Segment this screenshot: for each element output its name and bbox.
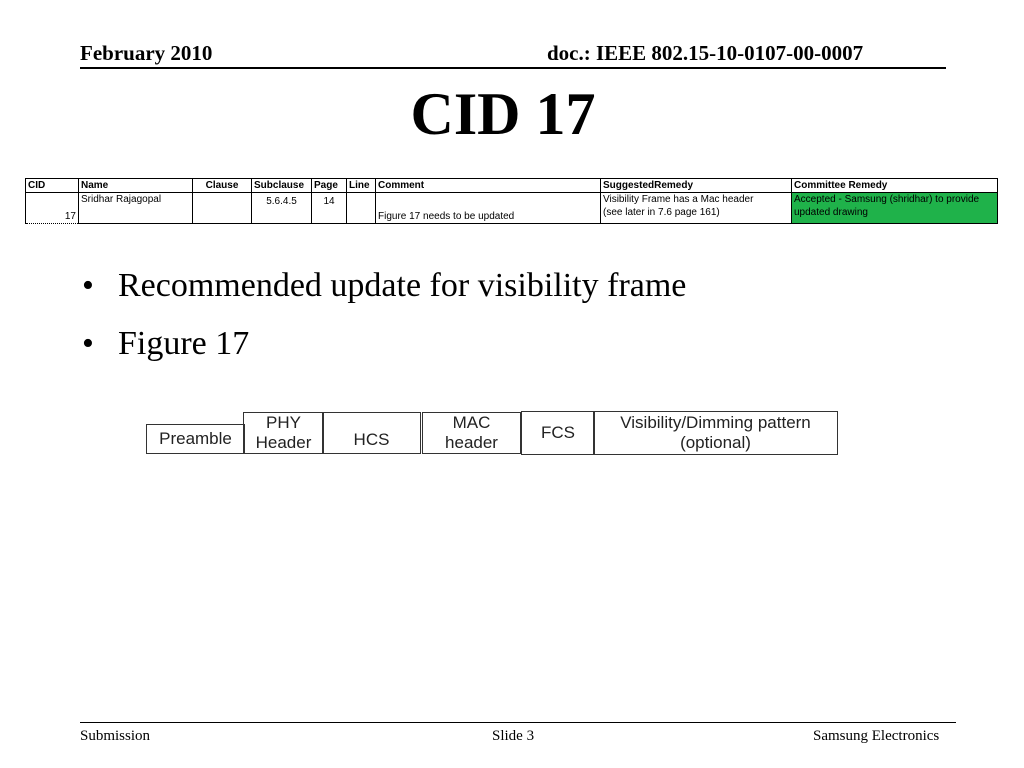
table-header-row [26, 179, 998, 193]
frame-format-diagram [146, 410, 838, 456]
col-header-clause: Clause [193, 179, 252, 193]
bullet-item [82, 266, 686, 306]
slide-title: CID 17 [410, 81, 596, 147]
field-visibility-label: (optional) [680, 433, 751, 452]
col-header-page: Page [312, 179, 347, 193]
footer-submission: Submission [80, 728, 151, 744]
bullet-dot-icon: • [82, 267, 94, 304]
header-date: February 2010 [80, 41, 213, 65]
cell-page: 14 [312, 193, 347, 224]
col-header-comment: Comment [376, 179, 601, 193]
field-mac-header-label: MAC [452, 413, 491, 432]
field-mac-header [422, 412, 521, 454]
col-header-committee-remedy: Committee Remedy [792, 179, 998, 193]
col-header-cid: CID [26, 179, 79, 193]
cell-committee-remedy [792, 193, 998, 224]
cell-cid-value: 17 [64, 211, 76, 222]
col-header-suggested-remedy: SuggestedRemedy [601, 179, 792, 193]
col-header-name: Name [79, 179, 193, 193]
field-hcs-label: HCS [353, 430, 390, 449]
field-visibility-label: Visibility/Dimming pattern [620, 413, 811, 432]
footer-company: Samsung Electronics [813, 728, 940, 744]
field-fcs-label: FCS [541, 423, 575, 442]
header-doc-id: doc.: IEEE 802.15-10-0107-00-0007 [547, 41, 864, 65]
cell-clause [193, 193, 252, 224]
bullet-text: Recommended update for visibility frame [118, 267, 687, 304]
field-mac-header-label: header [445, 433, 498, 452]
footer-divider [80, 722, 956, 723]
field-visibility-pattern [593, 411, 838, 455]
field-phy-header [243, 412, 324, 454]
field-fcs [521, 411, 595, 455]
field-preamble [146, 424, 245, 454]
cell-line [347, 193, 376, 224]
suggested-remedy-line: (see later in 7.6 page 161) [603, 207, 720, 218]
field-hcs [322, 412, 421, 454]
col-header-line: Line [347, 179, 376, 193]
cell-cid [26, 193, 79, 224]
committee-remedy-line: Accepted - Samsung (shridhar) to provide [794, 194, 980, 205]
committee-remedy-line: updated drawing [794, 207, 868, 218]
field-phy-header-label: Header [255, 433, 312, 452]
footer-slide-number: Slide 3 [492, 728, 535, 744]
col-header-subclause: Subclause [252, 179, 312, 193]
cell-comment: Figure 17 needs to be updated [376, 193, 601, 224]
header-divider [80, 67, 946, 69]
cell-suggested-remedy [601, 193, 792, 224]
field-phy-header-label: PHY [266, 413, 301, 432]
cell-subclause: 5.6.4.5 [252, 193, 312, 224]
bullet-dot-icon: • [82, 325, 94, 362]
bullet-text: Figure 17 [118, 325, 250, 362]
bullet-item [82, 324, 249, 364]
table-row [26, 193, 998, 224]
field-preamble-label: Preamble [159, 429, 232, 448]
suggested-remedy-line: Visibility Frame has a Mac header [603, 194, 754, 205]
comment-table [25, 178, 998, 224]
cell-name: Sridhar Rajagopal [79, 193, 193, 224]
